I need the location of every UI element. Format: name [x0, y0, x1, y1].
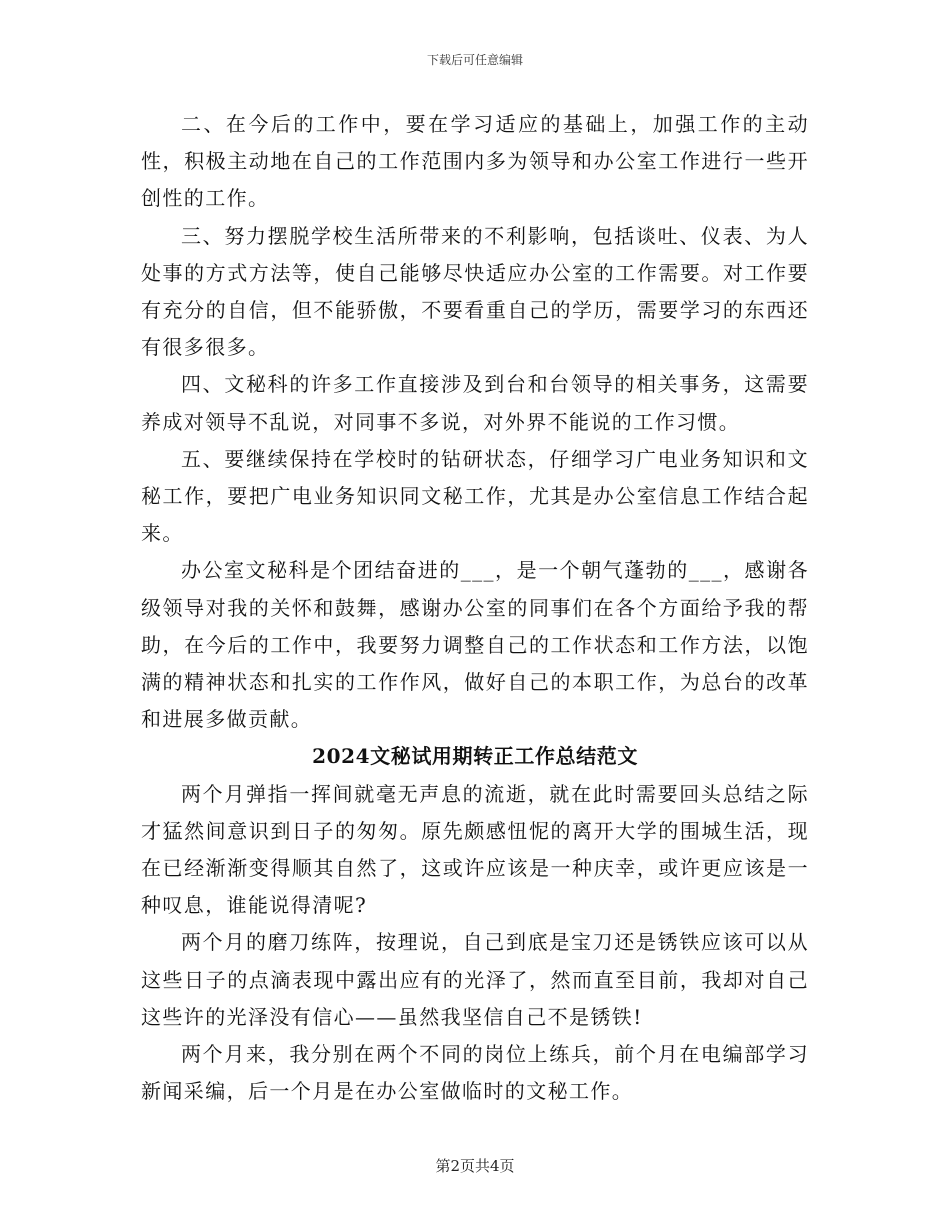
paragraph-intro: 两个月弹指一挥间就毫无声息的流逝，就在此时需要回头总结之际才猛然间意识到日子的匆匆。原先颇感忸怩的离开大学的围城生活，现在已经渐渐变得顺其自然了，这或许应该是一种庆幸，或许更应该是一种叹息，谁能说得清呢?: [141, 781, 809, 918]
paragraph-thanks: 办公室文秘科是个团结奋进的___，是一个朝气蓬勃的___，感谢各级领导对我的关怀和鼓舞，感谢办公室的同事们在各个方面给予我的帮助，在今后的工作中，我要努力调整自己的工作状态和工作方法，以饱满的精神状态和扎实的工作作风，做好自己的本职工作，为总台的改革和进展多做贡献。: [141, 558, 809, 732]
page-number-footer: 第2页共4页: [435, 1157, 515, 1175]
paragraph-reflection: 两个月的磨刀练阵，按理说，自己到底是宝刀还是锈铁应该可以从这些日子的点滴表现中露出应有的光泽了，然而直至目前，我却对自己这些许的光泽没有信心——虽然我坚信自己不是锈铁!: [141, 930, 809, 1029]
document-body: [141, 106, 809, 1110]
section-title: 2024文秘试用期转正工作总结范文: [312, 744, 638, 769]
paragraph-item-2: 二、在今后的工作中，要在学习适应的基础上，加强工作的主动性，积极主动地在自己的工作范围内多为领导和办公室工作进行一些开创性的工作。: [141, 112, 809, 211]
paragraph-positions: 两个月来，我分别在两个不同的岗位上练兵，前个月在电编部学习新闻采编，后一个月是在办公室做临时的文秘工作。: [141, 1042, 809, 1104]
paragraph-item-4: 四、文秘科的许多工作直接涉及到台和台领导的相关事务，这需要养成对领导不乱说，对同事不多说，对外界不能说的工作习惯。: [141, 372, 809, 434]
page-header-note: 下载后可任意编辑: [426, 53, 523, 67]
paragraph-item-3: 三、努力摆脱学校生活所带来的不利影响，包括谈吐、仪表、为人处事的方式方法等，使自己能够尽快适应办公室的工作需要。对工作要有充分的自信，但不能骄傲，不要看重自己的学历，需要学习的东西还有很多很多。: [141, 223, 809, 360]
paragraph-item-5: 五、要继续保持在学校时的钻研状态，仔细学习广电业务知识和文秘工作，要把广电业务知识同文秘工作，尤其是办公室信息工作结合起来。: [141, 446, 809, 546]
